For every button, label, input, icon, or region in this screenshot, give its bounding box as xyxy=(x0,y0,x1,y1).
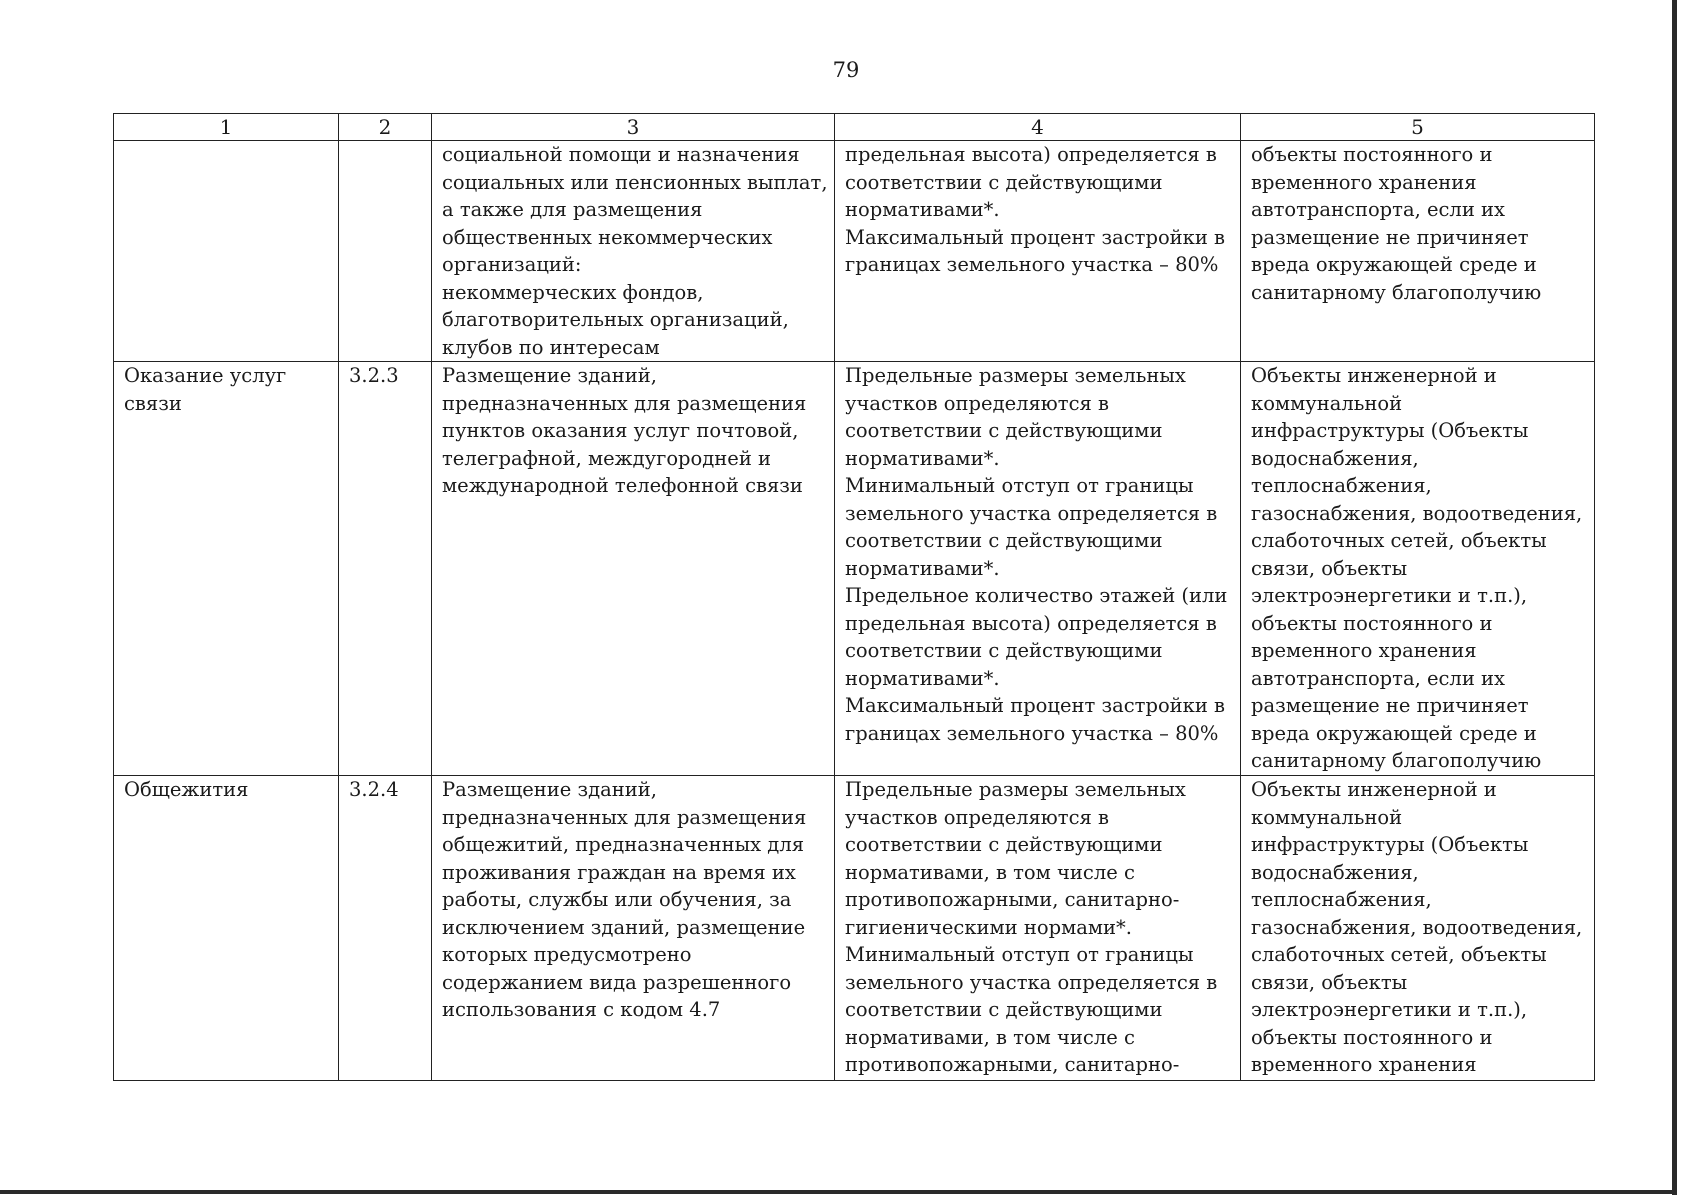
cell-text-line: электроэнергетики и т.п.), xyxy=(1251,998,1528,1021)
cell-text-line: вреда окружающей среде и xyxy=(1251,253,1537,276)
cell-text-line: социальной помощи и назначения xyxy=(442,143,800,166)
cell-text-line: использования с кодом 4.7 xyxy=(442,998,721,1021)
cell-text-line: коммунальной xyxy=(1251,805,1403,829)
cell-text-line: вреда окружающей среде и xyxy=(1251,721,1537,745)
cell-text-line: организаций: xyxy=(442,253,582,276)
cell-text-line: предельная высота) определяется в xyxy=(845,143,1217,166)
cell-text-line: инфраструктуры (Объекты xyxy=(1251,419,1529,442)
use-code-cell: 3.2.3 xyxy=(339,362,432,776)
use-name-cell: Общежития xyxy=(114,776,339,1081)
cell-text-line: содержанием вида разрешенного xyxy=(442,970,792,994)
cell-text-line: Минимальный отступ от границы xyxy=(845,943,1194,966)
use-name-cell xyxy=(114,141,339,362)
parameters-cell xyxy=(835,141,1241,362)
use-name-cell: Оказание услуг связи xyxy=(114,362,339,776)
column-header: 5 xyxy=(1241,114,1595,141)
cell-text-line: Объекты инженерной и xyxy=(1251,364,1497,387)
cell-text-line: проживания граждан на время их xyxy=(442,860,796,884)
cell-text-line: нормативами, в том числе с xyxy=(845,860,1135,884)
cell-text-line: размещение не причиняет xyxy=(1251,225,1529,249)
cell-text-line: временного хранения xyxy=(1251,639,1477,662)
cell-text-line: слаботочных сетей, объекты xyxy=(1251,943,1547,966)
cell-text-line: Размещение зданий, xyxy=(442,778,657,801)
cell-text-line: нормативами*. xyxy=(845,556,1000,580)
cell-text-line: временного хранения xyxy=(1251,170,1477,194)
cell-text-line: гигиеническими нормами*. xyxy=(845,915,1132,939)
cell-text-line: соответствии с действующими xyxy=(845,833,1163,856)
cell-text-line: международной телефонной связи xyxy=(442,474,803,497)
page-edge-bottom xyxy=(0,1190,1677,1194)
use-description-cell xyxy=(432,362,835,776)
table-row xyxy=(114,141,1595,362)
cell-text-line: Объекты инженерной и xyxy=(1251,778,1497,801)
cell-text-line: телеграфной, междугородней и xyxy=(442,446,772,470)
cell-text-line: общественных некоммерческих xyxy=(442,225,773,249)
cell-text-line: социальных или пенсионных выплат, xyxy=(442,170,828,194)
column-header: 2 xyxy=(339,114,432,141)
cell-text-line: газоснабжения, водоотведения, xyxy=(1251,501,1583,525)
table-header-row xyxy=(114,114,1595,141)
auxiliary-uses-cell xyxy=(1241,776,1595,1081)
cell-text-line: соответствии с действующими xyxy=(845,529,1163,552)
cell-text-line: теплоснабжения, xyxy=(1251,474,1432,497)
cell-text-line: связи, объекты xyxy=(1251,970,1408,994)
cell-text-line: границах земельного участка – 80% xyxy=(845,721,1219,745)
cell-text-line: слаботочных сетей, объекты xyxy=(1251,529,1547,552)
cell-text-line: участков определяются в xyxy=(845,805,1109,829)
cell-text-line: размещение не причиняет xyxy=(1251,694,1529,717)
cell-text-line: нормативами, в том числе с xyxy=(845,1025,1135,1049)
cell-text-line: предельная высота) определяется в xyxy=(845,611,1217,635)
parameters-cell xyxy=(835,362,1241,776)
cell-text-line: электроэнергетики и т.п.), xyxy=(1251,584,1528,607)
use-description-cell xyxy=(432,776,835,1081)
cell-text-line: исключением зданий, размещение xyxy=(442,915,806,939)
cell-text-line: противопожарными, санитарно- xyxy=(845,888,1180,911)
cell-text-line: водоснабжения, xyxy=(1251,860,1419,884)
cell-text-line: нормативами*. xyxy=(845,666,1000,690)
cell-text-line: границах земельного участка – 80% xyxy=(845,253,1219,276)
cell-text-line: клубов по интересам xyxy=(442,335,660,359)
cell-text-line: участков определяются в xyxy=(845,391,1109,415)
cell-text-line: соответствии с действующими xyxy=(845,419,1163,442)
column-header: 4 xyxy=(835,114,1241,141)
cell-text-line: соответствии с действующими xyxy=(845,170,1163,194)
page-edge-right xyxy=(1672,0,1677,1195)
cell-text-line: предназначенных для размещения xyxy=(442,391,807,415)
cell-text-line: Предельные размеры земельных xyxy=(845,778,1186,801)
cell-text-line: санитарному благополучию xyxy=(1251,749,1542,772)
cell-text-line: некоммерческих фондов, xyxy=(442,280,704,304)
cell-text-line: противопожарными, санитарно- xyxy=(845,1053,1180,1076)
column-header: 1 xyxy=(114,114,339,141)
cell-text-line: соответствии с действующими xyxy=(845,998,1163,1021)
cell-text-line: работы, службы или обучения, за xyxy=(442,888,792,911)
cell-text-line: теплоснабжения, xyxy=(1251,888,1432,911)
use-description-cell xyxy=(432,141,835,362)
cell-text-line: нормативами*. xyxy=(845,198,1000,221)
cell-text-line: Размещение зданий, xyxy=(442,364,657,387)
cell-text-line: земельного участка определяется в xyxy=(845,970,1218,994)
parameters-cell xyxy=(835,776,1241,1081)
use-code-cell: 3.2.4 xyxy=(339,776,432,1081)
cell-text-line: санитарному благополучию xyxy=(1251,280,1542,304)
cell-text-line: земельного участка определяется в xyxy=(845,501,1218,525)
table-row xyxy=(114,362,1595,776)
column-header: 3 xyxy=(432,114,835,141)
cell-text-line: объекты постоянного и xyxy=(1251,1025,1493,1049)
cell-text-line: благотворительных организаций, xyxy=(442,308,789,331)
cell-text-line: автотранспорта, если их xyxy=(1251,666,1506,690)
cell-text-line: связи, объекты xyxy=(1251,556,1408,580)
cell-text-line: соответствии с действующими xyxy=(845,639,1163,662)
cell-text-line: объекты постоянного и xyxy=(1251,143,1493,166)
cell-text-line: водоснабжения, xyxy=(1251,446,1419,470)
cell-text-line: Минимальный отступ от границы xyxy=(845,474,1194,497)
cell-text-line: Максимальный процент застройки в xyxy=(845,225,1226,249)
use-code-cell xyxy=(339,141,432,362)
page-number: 79 xyxy=(832,58,860,82)
auxiliary-uses-cell xyxy=(1241,141,1595,362)
cell-text-line: инфраструктуры (Объекты xyxy=(1251,833,1529,856)
cell-text-line: объекты постоянного и xyxy=(1251,611,1493,635)
cell-text-line: коммунальной xyxy=(1251,391,1403,415)
cell-text-line: временного хранения xyxy=(1251,1053,1477,1076)
auxiliary-uses-cell xyxy=(1241,362,1595,776)
cell-text-line: пунктов оказания услуг почтовой, xyxy=(442,419,799,442)
cell-text-line: Предельные размеры земельных xyxy=(845,364,1186,387)
cell-text-line: Предельное количество этажей (или xyxy=(845,584,1228,607)
cell-text-line: Максимальный процент застройки в xyxy=(845,694,1226,717)
cell-text-line: предназначенных для размещения xyxy=(442,805,807,829)
cell-text-line: которых предусмотрено xyxy=(442,943,692,966)
cell-text-line: общежитий, предназначенных для xyxy=(442,833,805,856)
cell-text-line: газоснабжения, водоотведения, xyxy=(1251,915,1583,939)
zoning-table xyxy=(113,113,1595,1081)
cell-text-line: автотранспорта, если их xyxy=(1251,198,1506,221)
cell-text-line: а также для размещения xyxy=(442,198,703,221)
cell-text-line: нормативами*. xyxy=(845,446,1000,470)
table-row xyxy=(114,776,1595,1081)
